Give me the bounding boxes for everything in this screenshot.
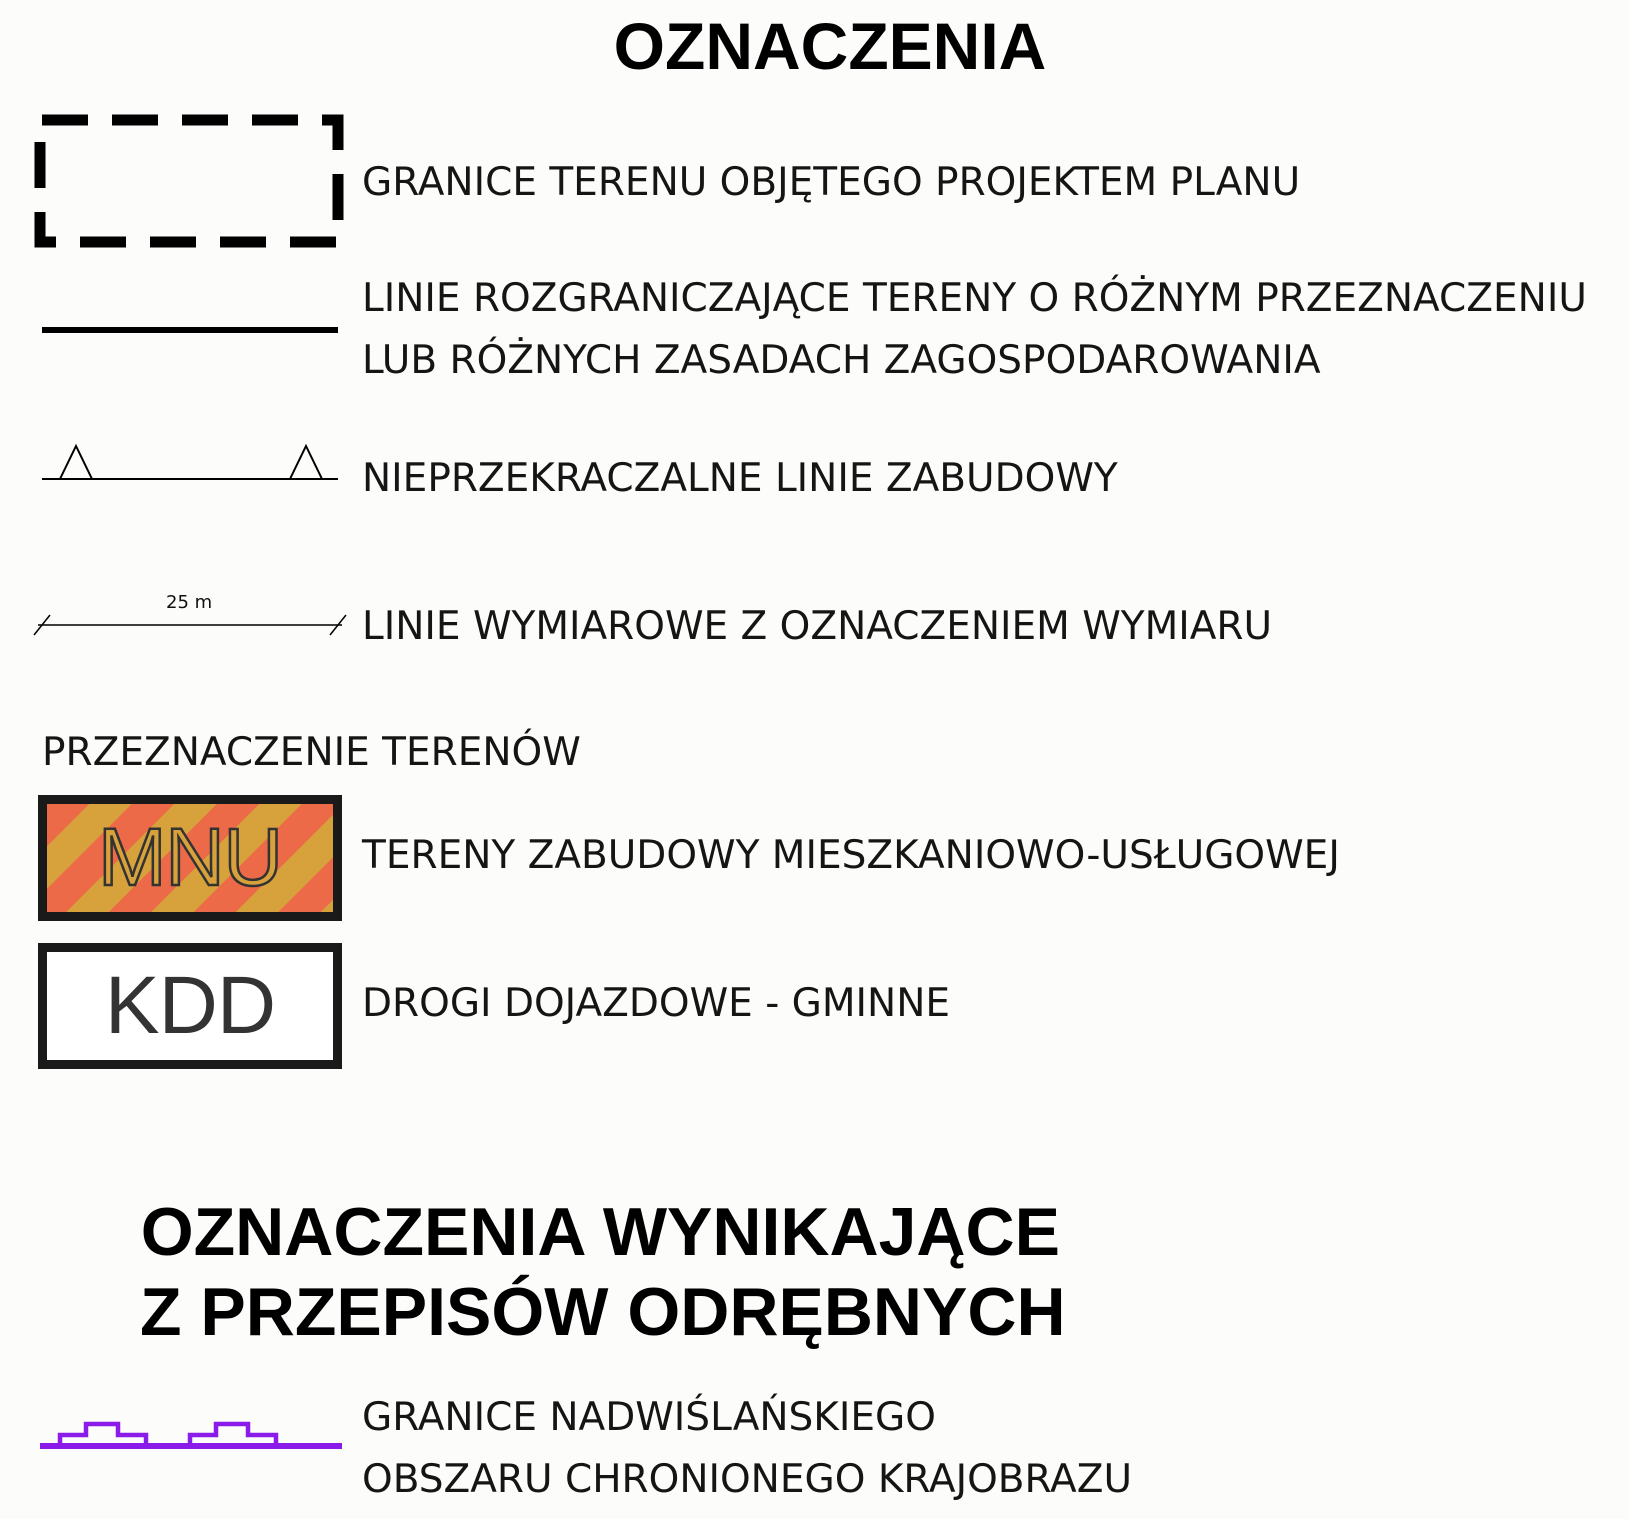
dimension-value: 25 m: [166, 592, 213, 613]
building-line-symbol: [40, 440, 340, 486]
label-demarcation-lines-2: LUB RÓŻNYCH ZASADACH ZAGOSPODAROWANIA: [362, 338, 1321, 383]
kdd-zone-code: KDD: [104, 960, 276, 1051]
label-mnu-zone: TERENY ZABUDOWY MIESZKANIOWO-USŁUGOWEJ: [362, 833, 1340, 878]
separate-regulations-title: [140, 1192, 1066, 1352]
label-protected-landscape-1: GRANICE NADWIŚLAŃSKIEGO: [362, 1395, 936, 1440]
label-demarcation-lines-1: LINIE ROZGRANICZAJĄCE TERENY O RÓŻNYM PRZEZNACZENIU: [362, 276, 1587, 321]
land-use-section-label: PRZEZNACZENIE TERENÓW: [42, 730, 581, 775]
protected-landscape-boundary-symbol: [38, 1410, 344, 1452]
mnu-zone-code: MNU: [98, 812, 282, 903]
mnu-zone-symbol: [38, 795, 342, 921]
legend-title: OZNACZENIA: [613, 9, 1047, 83]
separate-regulations-title-line-1: OZNACZENIA WYNIKAJĄCE: [140, 1194, 1060, 1270]
label-plan-boundary: GRANICE TERENU OBJĘTEGO PROJEKTEM PLANU: [362, 160, 1301, 205]
label-building-lines: NIEPRZEKRACZALNE LINIE ZABUDOWY: [362, 456, 1118, 501]
dashed-boundary-symbol: [34, 114, 346, 250]
label-kdd-zone: DROGI DOJAZDOWE - GMINNE: [362, 981, 951, 1026]
separate-regulations-title-line-2: Z PRZEPISÓW ODRĘBNYCH: [140, 1274, 1066, 1350]
kdd-zone-symbol: [38, 943, 342, 1069]
solid-line-symbol: [40, 324, 340, 336]
dimension-line-symbol: [32, 612, 348, 638]
label-protected-landscape-2: OBSZARU CHRONIONEGO KRAJOBRAZU: [362, 1457, 1133, 1502]
label-dimension-lines: LINIE WYMIAROWE Z OZNACZENIEM WYMIARU: [362, 604, 1273, 649]
